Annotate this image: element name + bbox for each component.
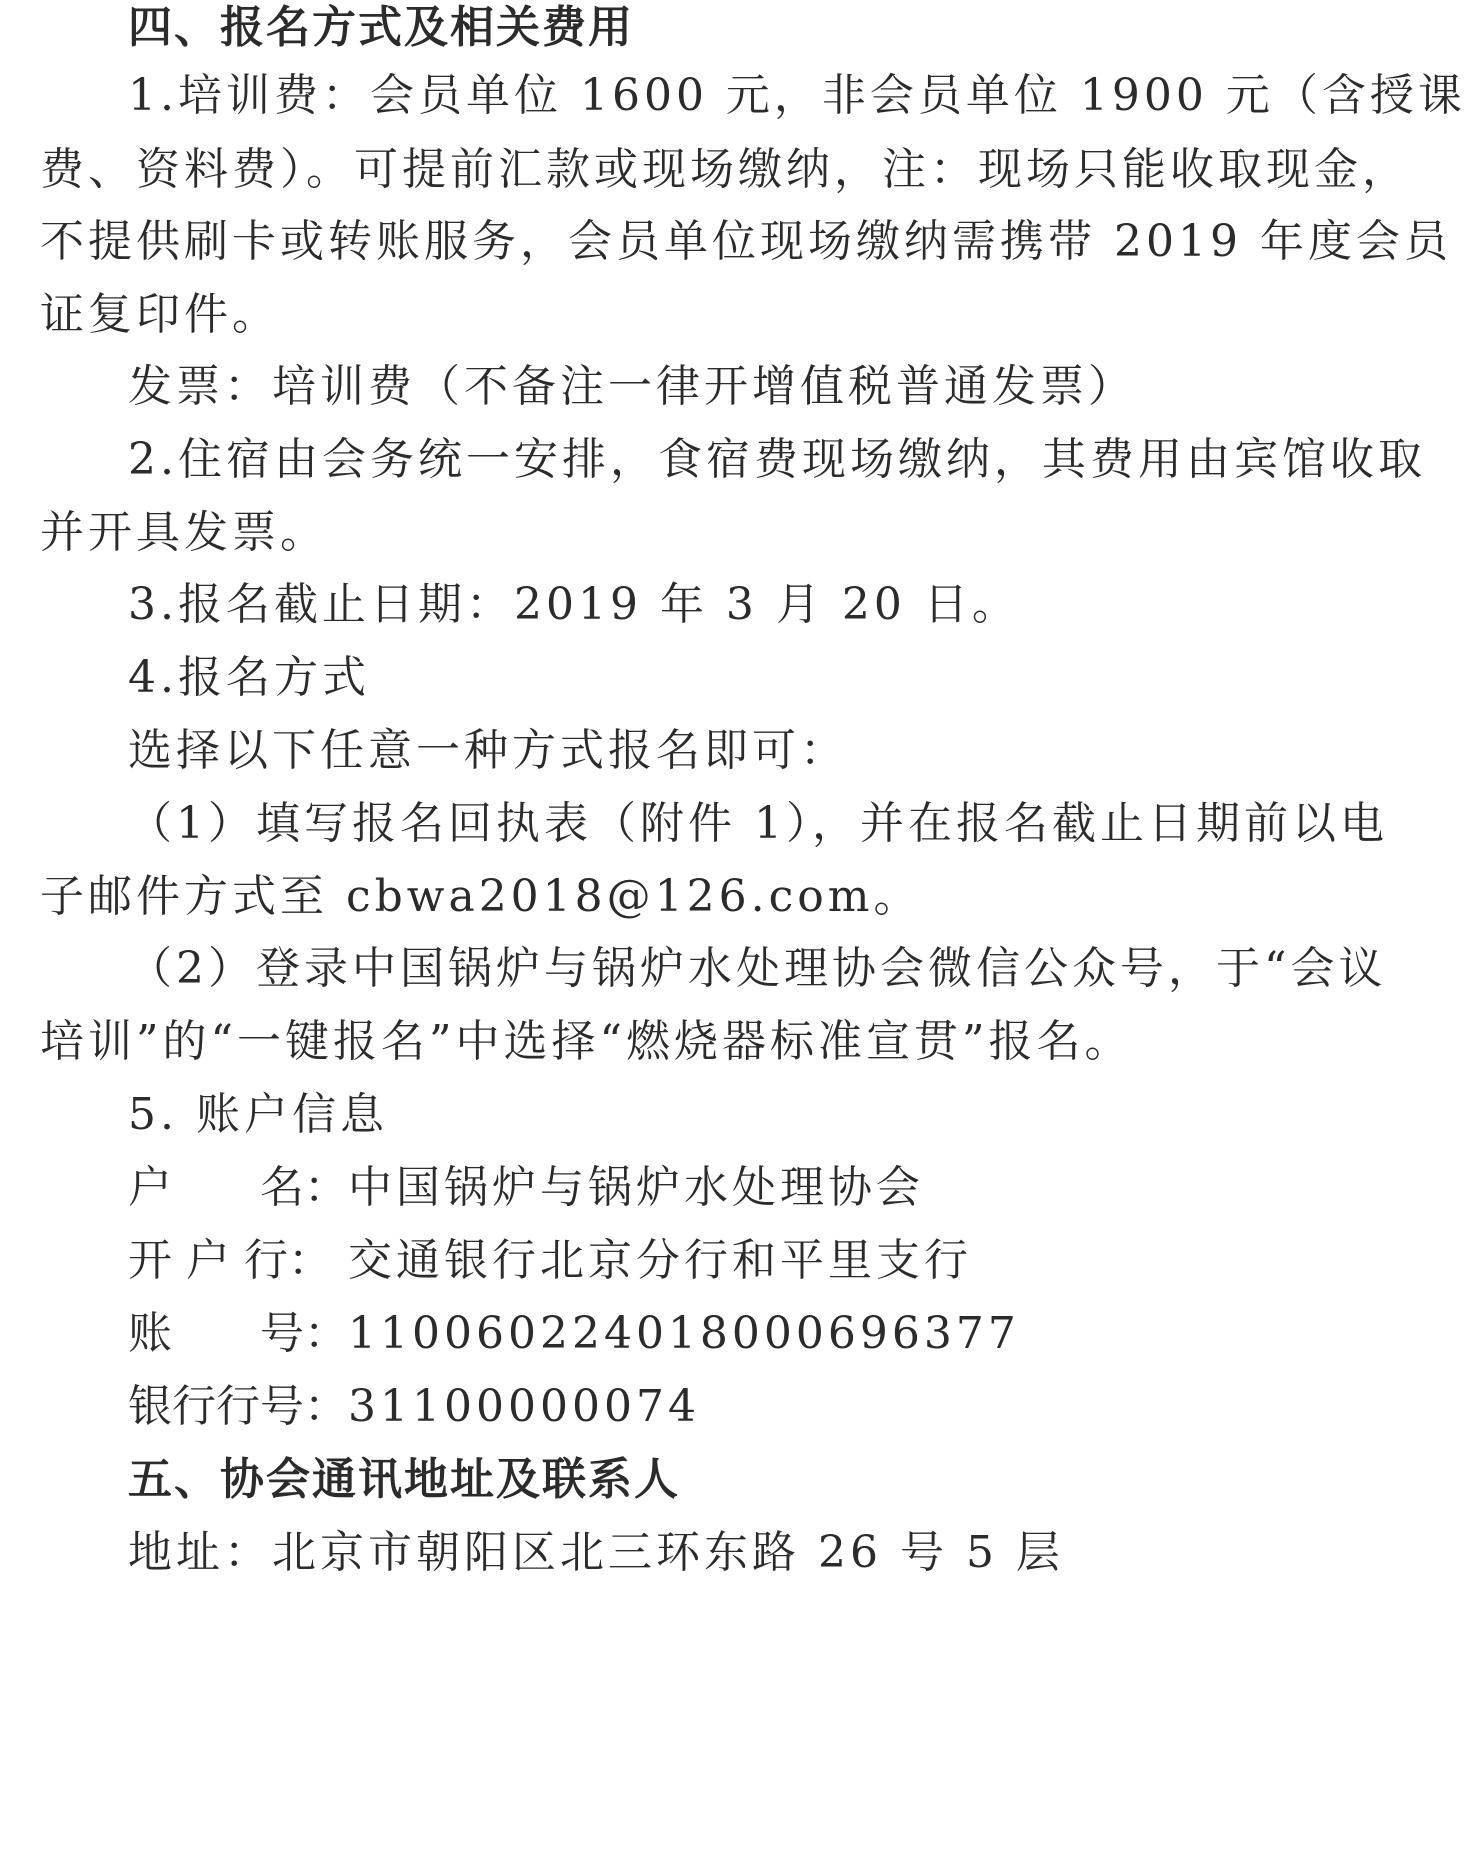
- option-2-line-1: （2）登录中国锅炉与锅炉水处理协会微信公众号，于“会议: [128, 943, 1387, 994]
- account-row-name: [128, 1158, 924, 1218]
- section-4-heading: 四、报名方式及相关费用: [128, 2, 634, 53]
- account-number-value: 110060224018000696377: [348, 1308, 1020, 1359]
- bank-value: 交通银行北京分行和平里支行: [348, 1235, 972, 1286]
- fee-paragraph-line-3: 不提供刷卡或转账服务，会员单位现场缴纳需携带 2019 年度会员: [40, 216, 1452, 267]
- lodging-paragraph-line-1: 2.住宿由会务统一安排，食宿费现场缴纳，其费用由宾馆收取: [128, 434, 1426, 485]
- fee-paragraph-line-2: 费、资料费）。可提前汇款或现场缴纳，注：现场只能收取现金，: [40, 144, 1410, 195]
- deadline-line: 3.报名截止日期：2019 年 3 月 20 日。: [128, 579, 1020, 630]
- fee-paragraph-line-1: 1.培训费：会员单位 1600 元，非会员单位 1900 元（含授课: [128, 70, 1466, 121]
- account-number-label: 账 号：: [128, 1308, 348, 1359]
- section-5-heading: 五、协会通讯地址及联系人: [128, 1454, 680, 1505]
- fee-paragraph-line-4: 证复印件。: [40, 289, 280, 340]
- bank-code-label: 银行行号：: [128, 1381, 348, 1432]
- account-row-bank: [128, 1231, 972, 1291]
- option-1-line-1: （1）填写报名回执表（附件 1），并在报名截止日期前以电: [128, 798, 1388, 849]
- registration-method-intro: 选择以下任意一种方式报名即可：: [128, 725, 848, 776]
- option-2-line-2: 培训”的“一键报名”中选择“燃烧器标准宣贯”报名。: [40, 1016, 1133, 1067]
- bank-label: 开 户 行：: [128, 1235, 332, 1286]
- registration-method-title: 4.报名方式: [128, 652, 370, 703]
- invoice-line: 发票：培训费（不备注一律开增值税普通发票）: [128, 361, 1136, 412]
- account-info-title: 5. 账户信息: [128, 1089, 388, 1140]
- account-name-value: 中国锅炉与锅炉水处理协会: [348, 1162, 924, 1213]
- option-1-line-2: 子邮件方式至 cbwa2018@126.com。: [40, 871, 922, 922]
- bank-code-value: 31100000074: [348, 1381, 700, 1432]
- account-row-bank-code: [128, 1377, 700, 1437]
- account-row-number: [128, 1304, 1020, 1364]
- account-name-label: 户 名：: [128, 1162, 348, 1213]
- address-line: 地址：北京市朝阳区北三环东路 26 号 5 层: [128, 1527, 1064, 1578]
- lodging-paragraph-line-2: 并开具发票。: [40, 507, 328, 558]
